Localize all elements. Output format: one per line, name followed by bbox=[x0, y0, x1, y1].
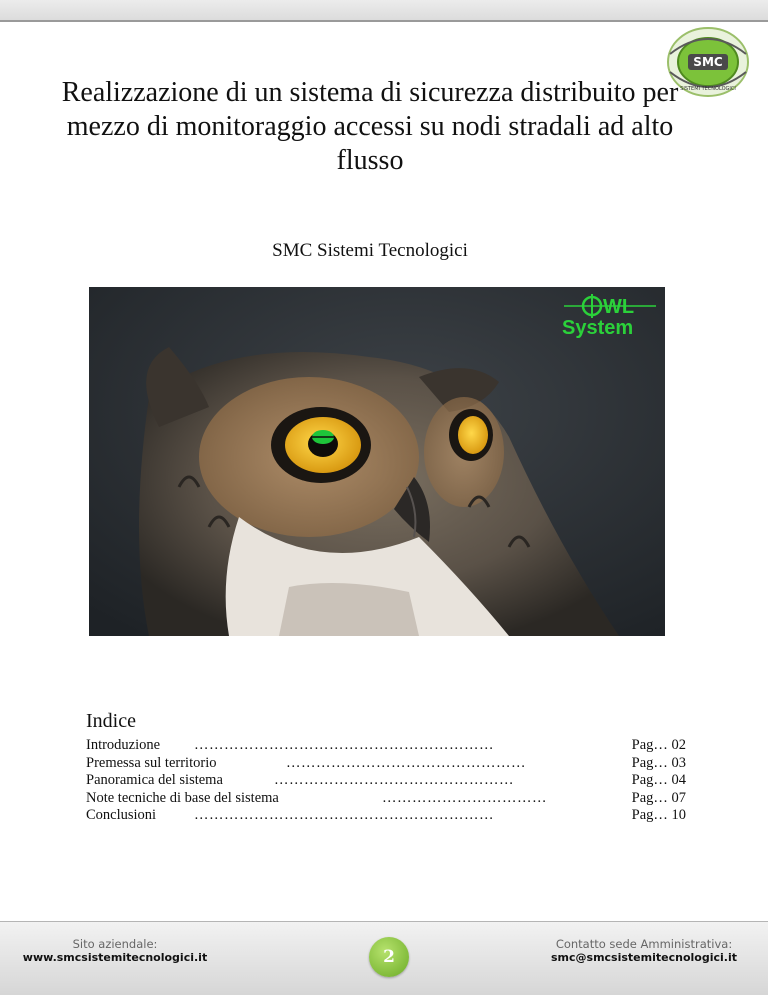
toc-dots: ………………………………………… bbox=[274, 772, 514, 788]
company-name: SMC Sistemi Tecnologici bbox=[272, 240, 468, 261]
brand-mark-text: WL bbox=[603, 296, 635, 318]
footer-website-label: Sito aziendale: bbox=[72, 937, 158, 951]
index-heading: Indice bbox=[86, 710, 136, 732]
toc-dots: …………………………………………………… bbox=[194, 737, 494, 753]
toc-entry[interactable] bbox=[86, 772, 686, 790]
toc-entry[interactable] bbox=[86, 807, 686, 825]
toc-entry-page: Pag… 04 bbox=[631, 772, 686, 788]
toc-entry-label: Introduzione bbox=[86, 737, 161, 753]
top-bar bbox=[0, 0, 768, 22]
toc-entry-label: Note tecniche di base del sistema bbox=[86, 789, 279, 806]
footer-website bbox=[20, 937, 210, 965]
toc-entry-page: Pag… 02 bbox=[631, 737, 686, 753]
toc-entry-page: Pag… 03 bbox=[631, 754, 686, 771]
footer-contact bbox=[534, 937, 754, 965]
toc-entry-page: Pag… 07 bbox=[631, 789, 686, 806]
toc-entry-label: Premessa sul territorio bbox=[86, 754, 217, 771]
footer-contact-email[interactable]: smc@smcsistemitecnologici.it bbox=[551, 951, 737, 964]
toc-entry-label: Conclusioni bbox=[86, 807, 157, 823]
brand-system-text: System bbox=[562, 317, 634, 339]
toc-entry[interactable] bbox=[86, 790, 686, 808]
toc-dots: …………………………… bbox=[382, 789, 547, 806]
page-footer bbox=[0, 921, 768, 995]
toc-entry-label: Panoramica del sistema bbox=[86, 772, 223, 788]
toc-entry[interactable] bbox=[86, 755, 686, 773]
toc-entry-page: Pag… 10 bbox=[631, 807, 686, 823]
logo-ring-text: SISTEMI TECNOLOGICI bbox=[680, 86, 736, 92]
footer-website-link[interactable]: www.smcsistemitecnologici.it bbox=[22, 951, 208, 964]
toc-entry[interactable] bbox=[86, 737, 686, 755]
page-number-badge: 2 bbox=[369, 937, 409, 977]
toc-dots: ………………………………………… bbox=[286, 754, 526, 771]
document-title: Realizzazione di un sistema di sicurezza distribuito per mezzo di monitoraggio accessi su nodi stradali ad alto flusso bbox=[61, 77, 679, 176]
toc-dots: …………………………………………………… bbox=[194, 807, 494, 823]
logo-text: SMC bbox=[693, 55, 723, 69]
footer-contact-label: Contatto sede Amministrativa: bbox=[555, 937, 733, 951]
table-of-contents bbox=[86, 737, 686, 825]
